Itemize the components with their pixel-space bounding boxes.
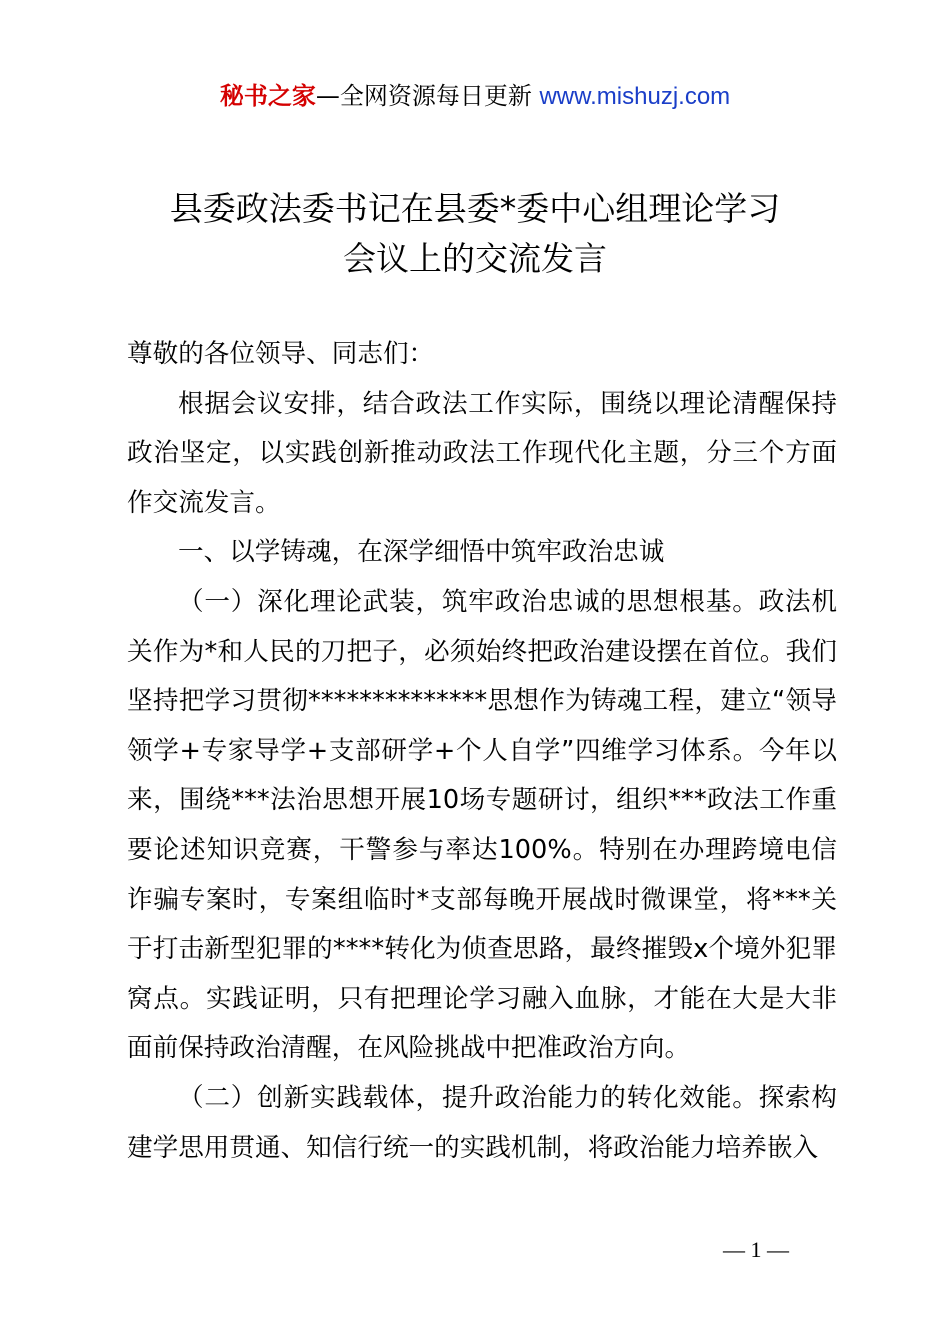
title-line-1: 县委政法委书记在县委*委中心组理论学习	[169, 189, 781, 228]
paragraph-subsection-1: （一）深化理论武装，筑牢政治忠诚的思想根基。政法机关作为*和人民的刀把子，必须始终把政治建设摆在首位。我们坚持把学习贯彻**************思想作为铸魂工程，建立“领导领学+专家导学+支部研学+个人自学”四维学习体系。今年以来，围绕***法治思想开展10场专题研讨，组织***政法工作重要论述知识竞赛，干警参与率达100%。特别在办理跨境电信诈骗专案时，专案组临时*支部每晚开展战时微课堂，将***关于打击新型犯罪的****转化为侦查思路，最终摧毁x个境外犯罪窝点。实践证明，只有把理论学习融入血脉，才能在大是大非面前保持政治清醒，在风险挑战中把准政治方向。	[127, 586, 837, 1064]
document-body	[127, 330, 837, 1173]
salutation: 尊敬的各位领导、同志们：	[127, 339, 435, 369]
title-line-2: 会议上的交流发言	[343, 239, 607, 278]
section-heading-1: 一、以学铸魂，在深学细悟中筑牢政治忠诚	[178, 537, 665, 568]
header-slogan: —全网资源每日更新	[315, 82, 532, 110]
paragraph-intro: 根据会议安排，结合政法工作实际，围绕以理论清醒保持政治坚定，以实践创新推动政法工作现代化主题，分三个方面作交流发言。	[127, 388, 837, 518]
paragraph-subsection-2: （二）创新实践载体，提升政治能力的转化效能。探索构建学思用贯通、知信行统一的实践机制，将政治能力培养嵌入	[127, 1082, 837, 1163]
site-header	[0, 80, 950, 113]
site-url-link[interactable]: www.mishuzj.com	[539, 83, 731, 110]
brand-name: 秘书之家	[219, 82, 316, 110]
document-title	[0, 184, 950, 284]
page-number: — 1 —	[723, 1237, 789, 1262]
